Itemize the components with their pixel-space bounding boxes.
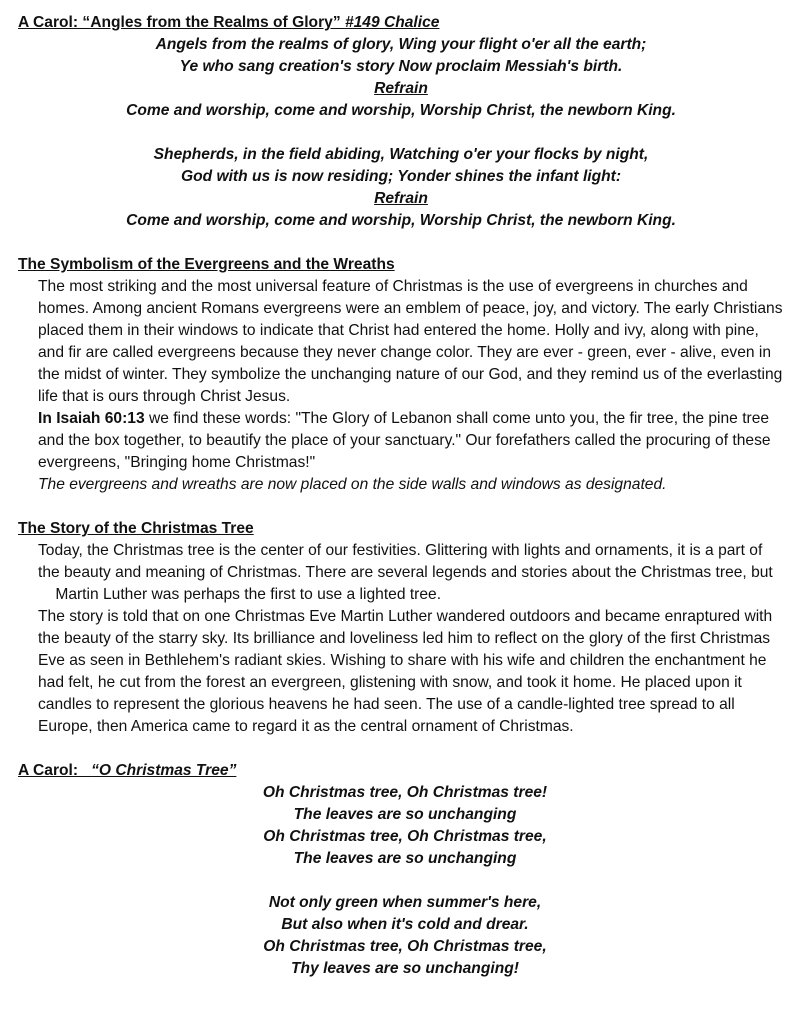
lyric-line: Thy leaves are so unchanging! <box>291 960 519 977</box>
lyric-line: Angels from the realms of glory, Wing your flight o'er all the earth; <box>155 36 647 53</box>
carol1-verse1 <box>18 34 784 122</box>
lyric-line: Shepherds, in the field abiding, Watching o'er your flocks by night, <box>153 146 649 163</box>
carol2-verse1 <box>18 782 784 870</box>
evergreens-paragraph-1: The most striking and the most universal feature of Christmas is the use of evergreens in churches and homes. Among ancient Romans evergreens were an emblem of peace, joy, and victory. The early Christians placed them in their windows to indicate that Christ had entered the home. Holly and ivy, along with pine, and fir are called evergreens because they never change color. They are ever - green, ever - alive, even in the midst of winter. They symbolize the unchanging nature of our God, and they remind us of the everlasting life that is ours through Christ Jesus. <box>38 278 783 405</box>
lyric-line: Oh Christmas tree, Oh Christmas tree, <box>263 938 547 955</box>
lyric-line: God with us is now residing; Yonder shines the infant light: <box>180 168 622 185</box>
refrain-line: Come and worship, come and worship, Worship Christ, the newborn King. <box>126 212 676 229</box>
carol2-song-title: “O Christmas Tree” <box>91 762 237 779</box>
tree-heading: The Story of the Christmas Tree <box>18 520 254 537</box>
carol1-verse2 <box>18 144 784 232</box>
carol1-hymnal-number: #149 Chalice <box>344 14 440 31</box>
tree-section <box>18 540 784 738</box>
document-page <box>18 12 784 980</box>
lyric-line: Oh Christmas tree, Oh Christmas tree, <box>263 828 547 845</box>
carol2-verse2 <box>18 892 784 980</box>
lyric-line: The leaves are so unchanging <box>293 806 517 823</box>
tree-paragraph-1: Today, the Christmas tree is the center of our festivities. Glittering with lights and ornaments, it is a part of the beauty and meaning of Christmas. There are several legends and stories about the Christmas tree, but Martin Luther was perhaps the first to use a lighted tree. <box>38 542 773 603</box>
refrain-label: Refrain <box>374 80 428 97</box>
evergreens-paragraph-2 <box>18 408 784 474</box>
carol1-title: A Carol: “Angles from the Realms of Glory” <box>18 14 345 31</box>
lyric-line: The leaves are so unchanging <box>293 850 517 867</box>
carol2 <box>18 760 784 980</box>
evergreens-section <box>18 276 784 496</box>
tree-paragraph-2: The story is told that on one Christmas Eve Martin Luther wandered outdoors and became enraptured with the beauty of the starry sky. Its brilliance and loveliness led him to reflect on the glory of the first Christmas Eve as seen in Bethlehem's radiant skies. Wishing to share with his wife and children the enchantment he had felt, he cut from the forest an evergreen, glistening with snow, and took it home. He placed upon it candles to represent the glorious heavens he had seen. The use of a candle-lighted tree spread to all Europe, then America came to regard it as the central ornament of Christmas. <box>38 608 773 735</box>
evergreens-paragraph-2-text: we find these words: "The Glory of Lebanon shall come unto you, the fir tree, the pine tree and the box together, to beautify the place of your sanctuary." Our forefathers called the procuring of these evergreens, "Bringing home Christmas!" <box>38 410 771 471</box>
evergreens-note: The evergreens and wreaths are now placed on the side walls and windows as designated. <box>38 476 667 493</box>
lyric-line: But also when it's cold and drear. <box>281 916 529 933</box>
carol2-title-prefix: A Carol: <box>18 762 92 779</box>
evergreens-heading: The Symbolism of the Evergreens and the Wreaths <box>18 256 395 273</box>
carol1-heading <box>18 12 784 34</box>
refrain-label: Refrain <box>374 190 428 207</box>
lyric-line: Not only green when summer's here, <box>268 894 542 911</box>
lyric-line: Ye who sang creation's story Now proclaim Messiah's birth. <box>179 58 623 75</box>
carol2-heading <box>18 760 784 782</box>
refrain-line: Come and worship, come and worship, Worship Christ, the newborn King. <box>126 102 676 119</box>
scripture-reference: In Isaiah 60:13 <box>38 410 145 427</box>
lyric-line: Oh Christmas tree, Oh Christmas tree! <box>262 784 548 801</box>
